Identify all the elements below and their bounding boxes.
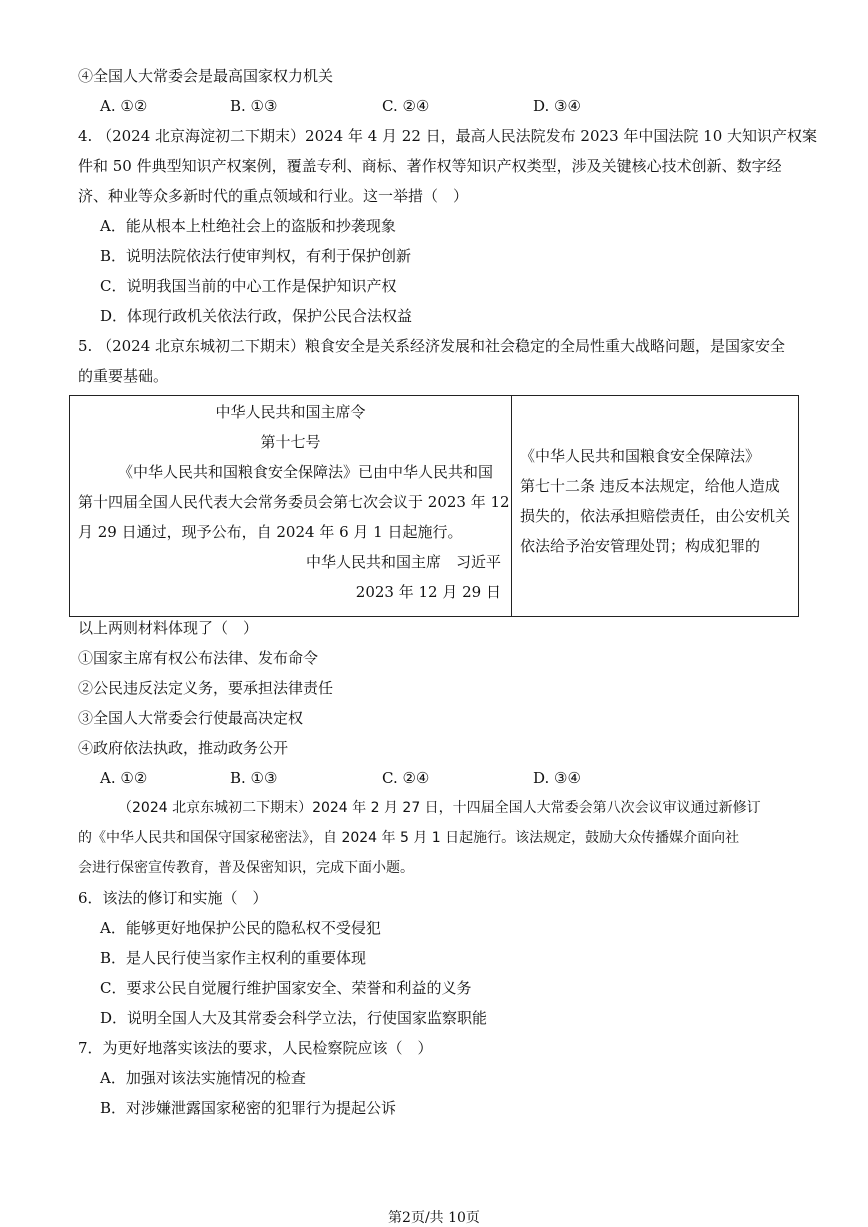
decree-title: 中华人民共和国主席令 <box>215 403 366 421</box>
q5-stem-line-1: 5. （2024 北京东城初二下期末）粮食安全是关系经济发展和社会稳定的全局性重大战略问题，是国家安全 <box>78 337 786 355</box>
q4-stem-line-1: 4. （2024 北京海淀初二下期末）2024 年 4 月 22 日，最高人民法院发布 2023 年中国法院 10 大知识产权案 <box>78 127 818 145</box>
q5-question: 以上两则材料体现了（ ） <box>78 619 259 637</box>
q7-choice-b: B．对涉嫌泄露国家秘密的犯罪行为提起公诉 <box>100 1099 397 1117</box>
option-a: A. ①② <box>100 769 148 787</box>
q6-choice-a: A．能够更好地保护公民的隐私权不受侵犯 <box>100 919 381 937</box>
option-b: B. ①③ <box>230 97 278 115</box>
q4-choice-c: C．说明我国当前的中心工作是保护知识产权 <box>100 277 397 295</box>
presidential-decree-cell <box>70 396 512 617</box>
decree-number: 第十七号 <box>260 433 321 451</box>
option-b: B. ①③ <box>230 769 278 787</box>
q4-choice-a: A．能从根本上杜绝社会上的盗版和抄袭现象 <box>100 217 396 235</box>
passage-line-3: 会进行保密宣传教育，普及保密知识，完成下面小题。 <box>78 860 414 876</box>
options-row-q3 <box>100 96 800 116</box>
page-footer: 第2页/共 10页 <box>388 1210 480 1226</box>
q4-stem-line-2: 件和 50 件典型知识产权案例，覆盖专利、商标、著作权等知识产权类型，涉及关键核心技术创新、数字经 <box>78 157 782 175</box>
options-row-q5 <box>100 768 800 788</box>
law-article-line-4: 依法给予治安管理处罚；构成犯罪的 <box>520 537 761 555</box>
q5-item-1: ①国家主席有权公布法律、发布命令 <box>78 649 319 667</box>
decree-body-line-2: 第十四届全国人民代表大会常务委员会第七次会议于 2023 年 12 <box>78 493 510 511</box>
decree-date: 2023 年 12 月 29 日 <box>355 583 501 601</box>
law-article-cell <box>512 396 799 617</box>
q4-choice-b: B．说明法院依法行使审判权，有利于保护创新 <box>100 247 412 265</box>
option-d: D. ③④ <box>533 97 581 115</box>
q6-choice-b: B．是人民行使当家作主权利的重要体现 <box>100 949 367 967</box>
law-article-line-2: 第七十二条 违反本法规定，给他人造成 <box>520 477 780 495</box>
q4-choice-d: D．体现行政机关依法行政，保护公民合法权益 <box>100 307 413 325</box>
passage-line-2: 的《中华人民共和国保守国家秘密法》，自 2024 年 5 月 1 日起施行。该法规定，鼓励大众传播媒介面向社 <box>78 830 740 846</box>
q6-choice-d: D．说明全国人大及其常委会科学立法，行使国家监察职能 <box>100 1009 488 1027</box>
option-c: C. ②④ <box>382 769 430 787</box>
q6-choice-c: C．要求公民自觉履行维护国家安全、荣誉和利益的义务 <box>100 979 472 997</box>
q5-item-2: ②公民违反法定义务，要承担法律责任 <box>78 679 334 697</box>
law-article-line-3: 损失的，依法承担赔偿责任，由公安机关 <box>520 507 791 525</box>
q7-stem: 7．为更好地落实该法的要求，人民检察院应该（ ） <box>78 1039 433 1057</box>
option-d: D. ③④ <box>533 769 581 787</box>
q5-item-4: ④政府依法执政，推动政务公开 <box>78 739 289 757</box>
option-c: C. ②④ <box>382 97 430 115</box>
q5-item-3: ③全国人大常委会行使最高决定权 <box>78 709 304 727</box>
decree-body-line-1: 《中华人民共和国粮食安全保障法》已由中华人民共和国 <box>118 463 494 481</box>
decree-signature: 中华人民共和国主席 习近平 <box>305 553 501 571</box>
decree-body-line-3: 月 29 日通过，现予公布，自 2024 年 6 月 1 日起施行。 <box>78 523 463 541</box>
material-table <box>69 395 799 617</box>
q6-stem: 6．该法的修订和实施（ ） <box>78 889 268 907</box>
law-article-line-1: 《中华人民共和国粮食安全保障法》 <box>520 447 761 465</box>
option-a: A. ①② <box>100 97 148 115</box>
item-4-statement: ④全国人大常委会是最高国家权力机关 <box>78 67 334 85</box>
q4-stem-line-3: 济、种业等众多新时代的重点领域和行业。这一举措（ ） <box>78 187 469 205</box>
q7-choice-a: A．加强对该法实施情况的检查 <box>100 1069 306 1087</box>
q5-stem-line-2: 的重要基础。 <box>78 367 169 385</box>
passage-line-1: （2024 北京东城初二下期末）2024 年 2 月 27 日，十四届全国人大常委会第八次会议审议通过新修订 <box>118 800 761 816</box>
